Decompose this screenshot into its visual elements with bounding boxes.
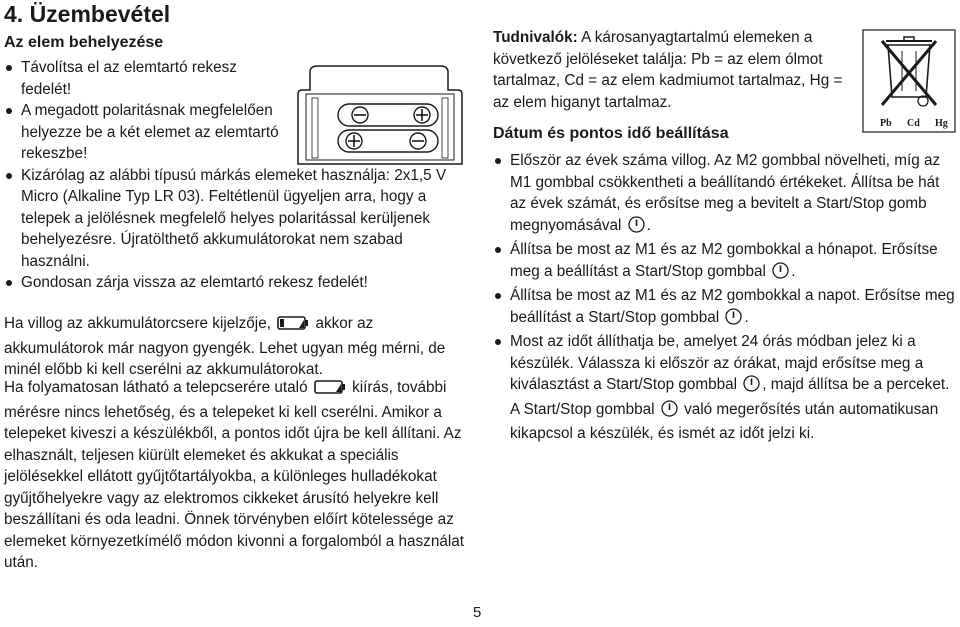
pb-label: Pb (880, 118, 892, 129)
cd-label: Cd (907, 118, 920, 129)
power-icon (661, 400, 678, 424)
list-item: Gondosan zárja vissza az elemtartó rekesz fedelét! (4, 272, 470, 294)
hg-label: Hg (935, 118, 948, 129)
power-icon (772, 262, 789, 286)
list-item: Először az évek száma villog. Az M2 gombbal növelheti, míg az M1 gombbal csökkentheti a beállítandó értékeket. Állítsa be hát az évek számát, és erősítse meg a bevitelt a Start/Stop gomb megnyomásával . (493, 150, 955, 239)
datetime-heading: Dátum és pontos idő beállítása (493, 125, 729, 142)
crossed-bin-icon (862, 29, 956, 138)
list-item: A megadott polaritásnak megfelelően helyezze be a két elemet az elemtartó rekeszbe! (4, 100, 285, 165)
battery-icon (314, 379, 346, 402)
battery-empty-paragraph: Ha folyamatosan látható a telepcserére utaló kiírás, további mérésre nincs lehetőség, és a telepeket ki kell cserélni. Amikor a telepeket kiveszi a készülékből, a pontos időt újra be kell állítani. Az elhasznált, teljesen kiürült elemeket és akkukat a speciális jelölésekkel ellátott gyűjtőtartályokba, a különleges hulladékokat gyűjtőhelyekre vagy az elektromos cikkeket árusító helyekre kell beszállítani és oda leadni. Önnek törvényben előírt kötelessége az elemeket környezetkímélő módon kivonni a forgalomból a használat után. (4, 379, 465, 571)
notice-paragraph: Tudnivalók: A károsanyagtartalmú elemeken a következő jelöléseket találja: Pb = az elem ólmot tartalmaz, Cd = az elem kadmiumot tartalmaz, Hg = az elem higanyt tartalmaz. (493, 29, 843, 111)
battery-compartment-illustration (290, 64, 470, 179)
battery-low-paragraph: Ha villog az akkumulátorcsere kijelzője, akkor az akkumulátorok már nagyon gyengék. Lehet ugyan még mérni, de minél előbb ki kell cserélni az akkumulátorokat. (4, 315, 446, 378)
page-number: 5 (473, 604, 482, 621)
battery-icon (277, 315, 309, 338)
list-item: Kizárólag az alábbi típusú márkás elemeket használja: 2x1,5 V Micro (Alkaline Typ LR 03). Feltétlenül ügyeljen arra, hogy a telepek a jelölésnek megfelelő helyes polaritással kerüljenek behelyezésre. Újratölthető akkumulátorokat nem szabad használni. (4, 165, 470, 273)
datetime-list (493, 150, 955, 445)
power-icon (725, 308, 742, 332)
list-item: Távolítsa el az elemtartó rekesz fedelét! (4, 57, 285, 100)
list-item: Állítsa be most az M1 és az M2 gombokkal a napot. Erősítse meg beállítást a Start/Stop gombbal . (493, 285, 955, 331)
section-title: 4. Üzembevétel (4, 1, 171, 27)
power-icon (743, 375, 760, 399)
list-item: Most az időt állíthatja be, amelyet 24 órás módban jelez ki a készülék. Válassza ki először az órákat, majd erősítse meg a kiválasztást a Start/Stop gombbal , majd állítsa be a perceket. A Start/Stop gombbal való megerősítés után automatikusan kikapcsol a készülék, és ismét az időt jelzi ki. (493, 331, 955, 445)
list-item: Állítsa be most az M1 és az M2 gombokkal a hónapot. Erősítse meg a beállítást a Start/Stop gombbal . (493, 239, 955, 285)
battery-insert-heading: Az elem behelyezése (4, 34, 164, 51)
power-icon (628, 216, 645, 240)
